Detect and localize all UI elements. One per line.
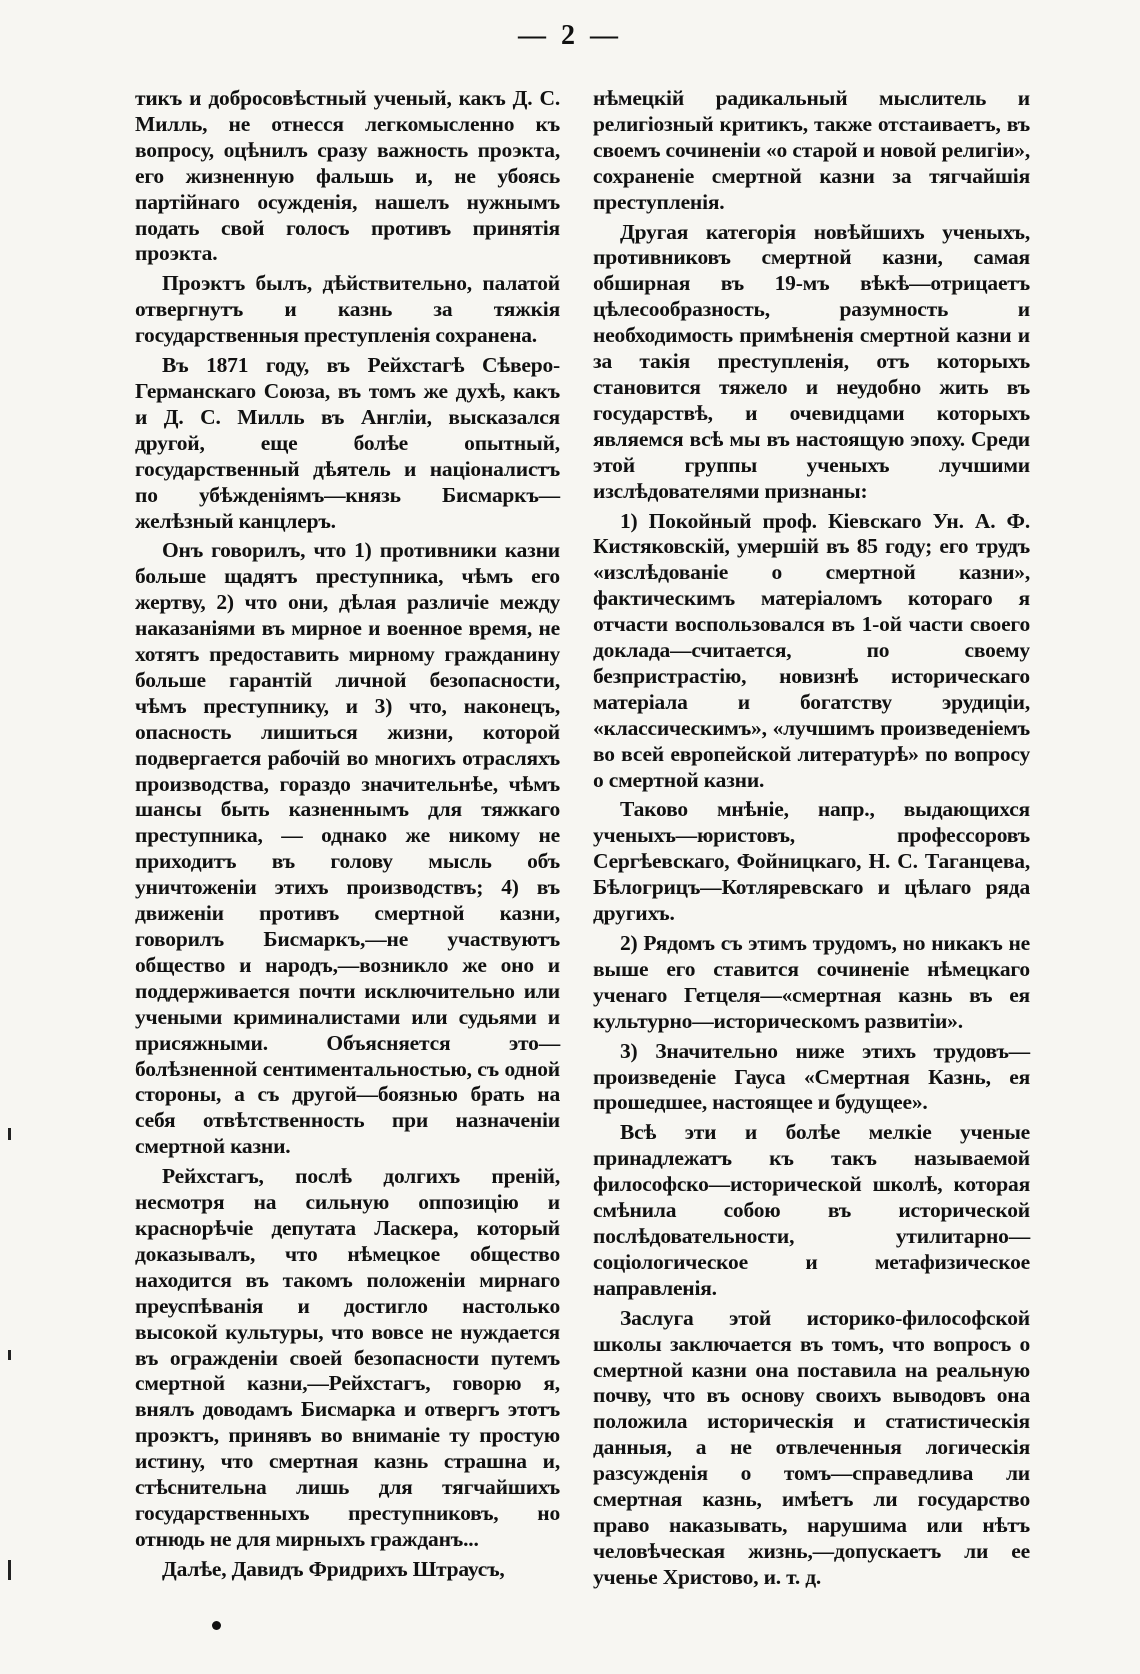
paragraph: нѣмецкій радикальный мыслитель и религіозный критикъ, также отстаиваетъ, въ своемъ сочиненіи «о старой и новой религіи», сохраненіе смертной казни за тягчайшія преступленія. <box>593 86 1030 214</box>
paragraph: Всѣ эти и болѣе мелкіе ученые принадлежатъ къ такъ называемой философско—исторической школѣ, которая смѣнила собою въ исторической послѣдовательности, утилитарно—соціологическое и метафизическое направленія. <box>593 1120 1030 1300</box>
paragraph: 3) Значительно ниже этихъ трудовъ—произведеніе Гауса «Смертная Казнь, ея прошедшее, настоящее и будущее». <box>593 1038 1030 1115</box>
paragraph: 1) Покойный проф. Кіевскаго Ун. А. Ф. Кистяковскій, умершій въ 85 году; его трудъ «изслѣдованіе о смертной казни», фактическимъ матеріаломъ котораго я отчасти воспользовался въ 1-ой части своего доклада—считается, по своему безпристрастію, новизнѣ историческаго матеріала и богатству эрудиціи, «классическимъ», «лучшимъ произведеніемъ во всей европейской литературѣ» по вопросу о смертной казни. <box>593 508 1030 792</box>
paragraph: Другая категорія новѣйшихъ ученыхъ, противниковъ смертной казни, самая обширная въ 19-мъ вѣкѣ—отрицаетъ цѣлесообразность, разумность и необходимость примѣненія смертной казни и за такія преступленія, отъ которыхъ становится тяжело и неудобно жить въ государствѣ, и очевидцами которыхъ являемся всѣ мы въ настоящую эпоху. Среди этой группы ученыхъ лучшими изслѣдователями признаны: <box>593 219 1030 503</box>
ink-dot <box>212 1621 221 1630</box>
margin-mark <box>8 1560 11 1580</box>
left-column <box>135 86 560 1587</box>
page-number: — 2 — <box>518 20 622 51</box>
paragraph: Таково мнѣніе, напр., выдающихся ученыхъ—юристовъ, профессоровъ Сергѣевскаго, Фойницкаго, Н. С. Таганцева, Бѣлогрицъ—Котляревскаго и цѣлаго ряда другихъ. <box>593 797 1030 926</box>
paragraph: 2) Рядомъ съ этимъ трудомъ, но никакъ не выше его ставится сочиненіе нѣмецкаго ученаго Гетцеля—«смертная казнь въ ея культурно—историческомъ развитіи». <box>593 931 1030 1033</box>
right-column <box>593 86 1030 1595</box>
paragraph: Онъ говорилъ, что 1) противники казни больше щадятъ преступника, чѣмъ его жертву, 2) что они, дѣлая различіе между наказаніями въ мирное и военное время, не хотятъ предоставить мирному гражданину больше гарантій личной безопасности, чѣмъ преступнику, и 3) что, наконецъ, опасность лишиться жизни, которой подвергается рабочій во многихъ отрасляхъ производства, гораздо значительнѣе, чѣмъ шансы быть казненнымъ для тяжкаго преступника, — однако же никому не приходитъ въ голову мысль объ уничтоженіи этихъ производствъ; 4) въ движеніи противъ смертной казни, говорилъ Бисмаркъ,—не участвуютъ общество и народъ,—возникло же оно и поддерживается почти исключительно или учеными криминалистами или судьями и присяжными. Объясняется это—болѣзненной сентиментальностью, съ одной стороны, а съ другой—боязнью брать на себя отвѣтственность при назначеніи смертной казни. <box>135 538 560 1159</box>
margin-mark <box>8 1350 11 1360</box>
paragraph: тикъ и добросовѣстный ученый, какъ Д. С. Милль, не отнесся легкомысленно къ вопросу, оцѣнилъ сразу важность проэкта, его жизненную фальшь и, не убоясь партійнаго осужденія, нашелъ нужнымъ подать свой голосъ противъ принятія проэкта. <box>135 86 560 266</box>
paragraph: Рейхстагъ, послѣ долгихъ преній, несмотря на сильную оппозицію и краснорѣчіе депутата Ласкера, который доказывалъ, что нѣмецкое общество находится въ такомъ положеніи мирнаго преуспѣванія и достигло настолько высокой культуры, что вовсе не нуждается въ огражденіи своей безопасности путемъ смертной казни,—Рейхстагъ, говорю я, внялъ доводамъ Бисмарка и отвергъ этотъ проэктъ, принявъ во вниманіе ту простую истину, что смертная казнь страшна и, стѣснительна лишь для тягчайшихъ государственныхъ преступниковъ, но отнюдь не для мирныхъ гражданъ... <box>135 1164 560 1551</box>
paragraph: Заслуга этой историко-философской школы заключается въ томъ, что вопросъ о смертной казни она поставила на реальную почву, что въ основу своихъ выводовъ она положила историческія и статистическія данныя, а не отвлеченныя логическія разсужденія о томъ—справедлива ли смертная казнь, имѣетъ ли государство право наказывать, нарушима или нѣтъ человѣческая жизнь,—допускаетъ ли ее ученье Христово, и. т. д. <box>593 1305 1030 1589</box>
paragraph: Въ 1871 году, въ Рейхстагѣ Сѣверо-Германскаго Союза, въ томъ же духѣ, какъ и Д. С. Милль въ Англіи, высказался другой, еще болѣе опытный, государственный дѣятель и націоналистъ по убѣжденіямъ—князь Бисмаркъ—желѣзный канцлеръ. <box>135 353 560 533</box>
paragraph: Далѣе, Давидъ Фридрихъ Штраусъ, <box>162 1556 505 1581</box>
paragraph: Проэктъ былъ, дѣйствительно, палатой отвергнутъ и казнь за тяжкія государственныя преступленія сохранена. <box>135 271 560 348</box>
margin-mark <box>8 1128 11 1140</box>
